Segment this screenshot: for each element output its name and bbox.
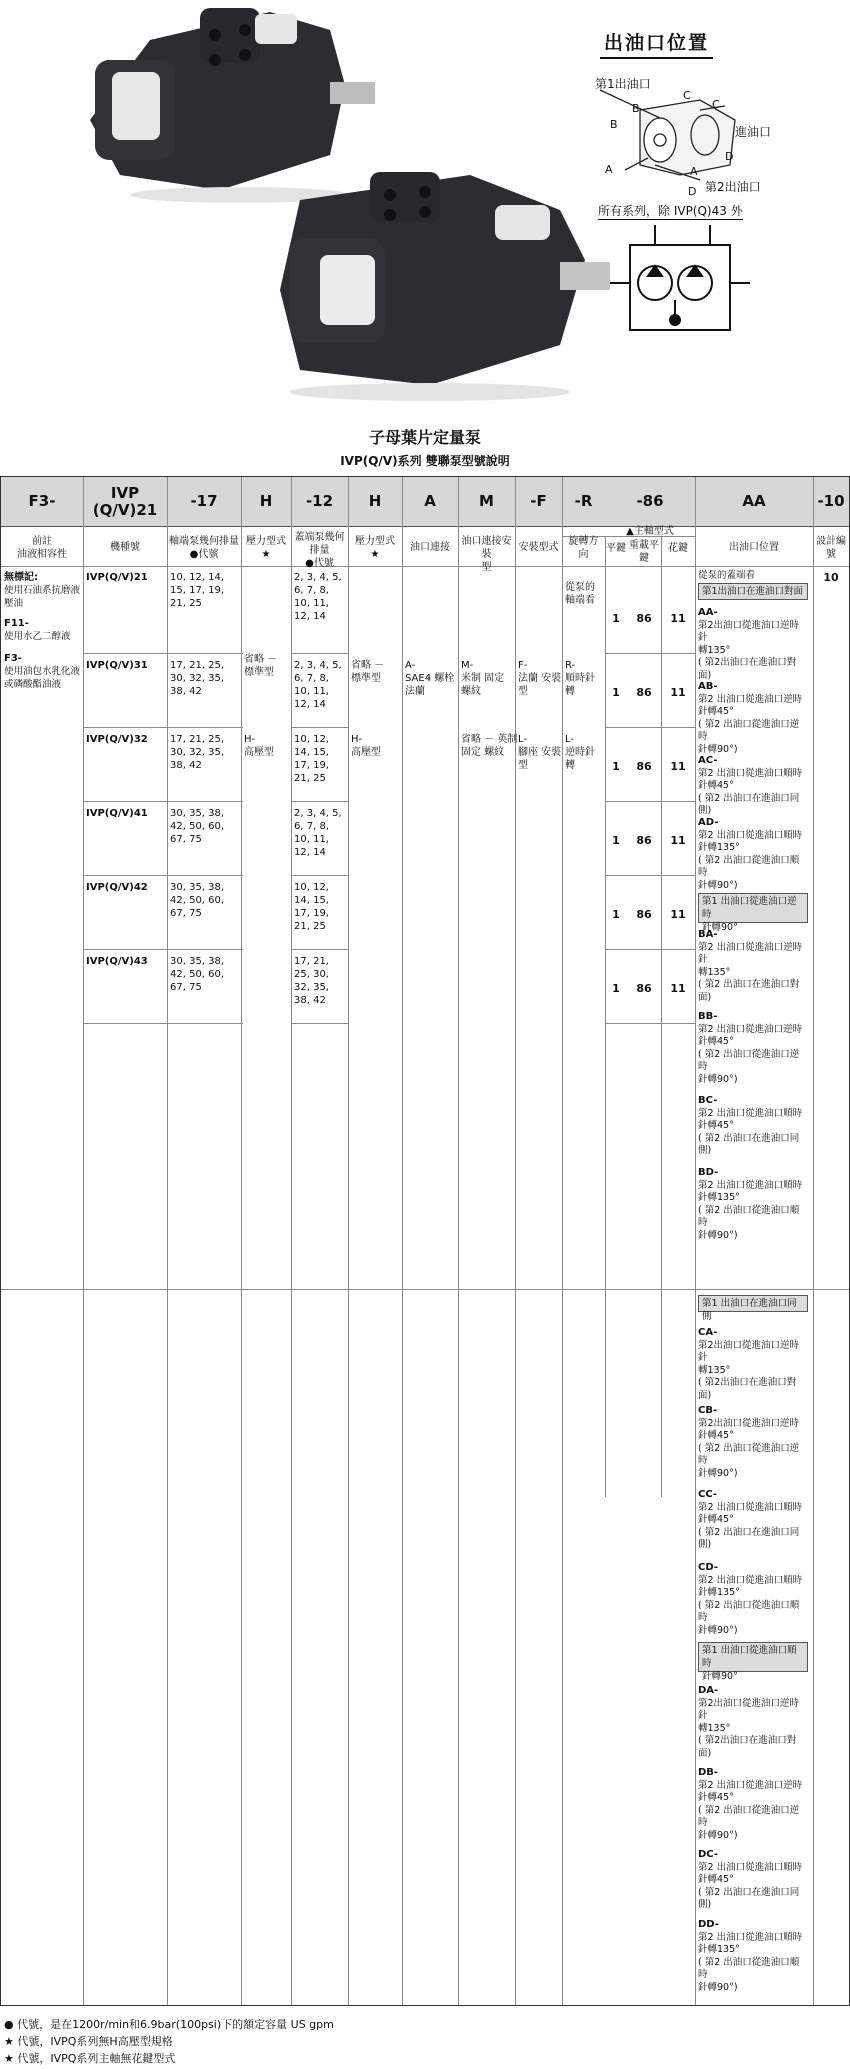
- outlet-desc: 第2出油口從進油口逆時 針轉45° ( 第2 出油口從進油口逆時 針轉90°): [698, 1417, 800, 1479]
- code-pressure2: H: [368, 492, 382, 510]
- footnote-2: ★ 代號，IVPQ系列無H高壓型規格: [4, 2035, 173, 2048]
- outlet-desc: 第2 出油口從進油口逆時 針轉45° ( 第2 出油口從進油口逆時 針轉90°): [698, 693, 803, 755]
- outlet-code: CD-: [698, 1562, 718, 1573]
- inlet-label: 進油口: [735, 125, 772, 139]
- rotation-r: R- 順時針 轉: [565, 660, 595, 697]
- column-divider: [515, 477, 516, 2005]
- hydraulic-symbol: [610, 225, 750, 330]
- outlet-code: AC-: [698, 755, 718, 766]
- row-divider: [291, 875, 349, 876]
- code-shaft-disp: -17: [190, 492, 218, 510]
- outlet-code: BC-: [698, 1095, 718, 1106]
- outlet-conn-m: M- 米制 固定 螺紋: [461, 660, 505, 697]
- shaft-flat-cell: 1: [612, 834, 620, 847]
- page-subtitle: IVP(Q/V)系列 雙聯泵型號說明: [340, 454, 510, 468]
- row-divider: [83, 801, 243, 802]
- code-inlet-conn: A: [424, 492, 436, 510]
- code-outlet-position: AA: [742, 492, 766, 510]
- model-cell: IVP(Q/V)32: [86, 734, 148, 745]
- shaft-heavy-cell: 86: [636, 686, 652, 699]
- outlet-code: BD-: [698, 1167, 719, 1178]
- row-divider: [291, 801, 349, 802]
- outlet-desc: 第2出油口從進油口逆時針 轉135° ( 第2出油口在進油口對面): [698, 1697, 800, 1759]
- footnote-1: ● 代號，是在1200r/min和6.9bar(100psi)下的額定容量 US gpm: [4, 2018, 334, 2031]
- outlet-item-db: [698, 1767, 806, 1842]
- column-divider: [241, 477, 242, 2005]
- shaft-flat-cell: 1: [612, 908, 620, 921]
- shaft-disp-cell: 10, 12, 14, 15, 17, 19, 21, 25: [170, 572, 225, 609]
- shaft-spline-cell: 11: [670, 760, 686, 773]
- shaft-heavy-cell: 86: [636, 760, 652, 773]
- code-cover-disp: -12: [305, 492, 334, 510]
- cover-disp-cell: 2, 3, 4, 5, 6, 7, 8, 10, 11, 12, 14: [294, 660, 342, 710]
- column-divider: [695, 477, 696, 2005]
- model-cell: IVP(Q/V)31: [86, 660, 148, 671]
- header-shaft-spline: 花鍵: [668, 543, 688, 554]
- outlet-item-cc: [698, 1489, 806, 1552]
- column-divider: [458, 477, 459, 2005]
- header-prefix: 前註 油液相容性: [17, 536, 67, 560]
- header-outlet-conn: 油口連接安裝 型: [461, 536, 512, 573]
- rotation-note: 從泵的 軸端看: [565, 582, 595, 606]
- shaft-spline-cell: 11: [670, 612, 686, 625]
- shaft-heavy-cell: 86: [636, 612, 652, 625]
- outlet-desc: 第2 出油口從進油口順時 針轉135° ( 第2 出油口從進油口順時 針轉90°): [698, 1574, 803, 1636]
- column-divider: [605, 536, 606, 1497]
- outlet-code: DA-: [698, 1685, 719, 1696]
- cover-disp-cell: 17, 21, 25, 30, 32, 35, 38, 42: [294, 956, 329, 1006]
- outlet-code: AD-: [698, 817, 719, 828]
- shaft-flat-cell: 1: [612, 686, 620, 699]
- column-divider: [402, 477, 403, 2005]
- letter-c-right: C: [712, 98, 720, 111]
- row-divider: [83, 875, 243, 876]
- outlet-desc: 第2 出油口從進油口逆時 針轉45° ( 第2 出油口從進油口逆時 針轉90°): [698, 1779, 803, 1841]
- page-title: 子母葉片定量泵: [368, 428, 481, 447]
- shaft-heavy-cell: 86: [636, 982, 652, 995]
- cover-disp-cell: 2, 3, 4, 5, 6, 7, 8, 10, 11, 12, 14: [294, 572, 342, 622]
- row-divider: [605, 801, 695, 802]
- outlet-desc: 第2 出油口從進油口逆時 針轉45° ( 第2 出油口從進油口逆時 針轉90°): [698, 1023, 803, 1085]
- column-divider: [813, 477, 814, 2005]
- header-design: 設計編 號: [816, 536, 846, 560]
- outlet-code: DC-: [698, 1849, 719, 1860]
- shaft-disp-cell: 17, 21, 25, 30, 32, 35, 38, 42: [170, 660, 225, 697]
- outlet-item-da: [698, 1685, 806, 1760]
- prefix-none-desc: 使用石油系抗磨液 壓油: [4, 585, 81, 609]
- outlet-group-d: 第1 出油口從進油口順時 針轉90°: [698, 1642, 808, 1672]
- header-model: 機種號: [110, 542, 140, 553]
- pressure2-std: 省略 － 標準型: [351, 660, 385, 684]
- column-divider: [348, 477, 349, 2005]
- shaft-spline-cell: 11: [670, 686, 686, 699]
- row-divider: [605, 949, 695, 950]
- model-cell: IVP(Q/V)43: [86, 956, 148, 967]
- outlet-item-ab: [698, 681, 806, 756]
- outlet-item-bd: [698, 1167, 806, 1242]
- row-divider: [1, 566, 849, 567]
- row-divider: [291, 653, 349, 654]
- cover-disp-cell: 10, 12, 14, 15, 17, 19, 21, 25: [294, 882, 329, 932]
- prefix-f11-label: F11-: [4, 618, 29, 629]
- code-shaft-type: -86: [636, 492, 664, 510]
- letter-b-left: B: [610, 118, 618, 131]
- letter-a-bottom: A: [690, 165, 698, 178]
- header-shaft-type: ▲主軸型式: [626, 526, 674, 537]
- outlet-code: BB-: [698, 1011, 718, 1022]
- shaft-flat-cell: 1: [612, 612, 620, 625]
- outlet-group-c: 第1 出油口在進油口同側: [698, 1295, 808, 1312]
- outlet-code: AA-: [698, 607, 718, 618]
- outlet-code: BA-: [698, 929, 718, 940]
- outlet-intro: 從泵的蓋端看: [698, 570, 756, 581]
- inlet-conn-cell: A- SAE4 螺栓 法蘭: [405, 660, 455, 697]
- outlet-position-title: 出油口位置: [600, 28, 713, 59]
- pump-image-front: [280, 172, 610, 401]
- header-pressure2: 壓力型式 ★: [355, 536, 395, 560]
- row-divider: [605, 727, 695, 728]
- outlet-item-cb: [698, 1405, 806, 1480]
- column-divider: [167, 477, 168, 2005]
- code-prefix: F3-: [28, 492, 56, 510]
- shaft-spline-cell: 11: [670, 908, 686, 921]
- outlet-desc: 第2出油口從進油口逆時針 轉135° ( 第2出油口在進油口對面): [698, 619, 800, 681]
- header-shaft-heavy: 重載平 鍵: [629, 540, 659, 564]
- outlet-desc: 第2 出油口從進油口順時 針轉45° ( 第2 出油口在進油口同側): [698, 1861, 803, 1910]
- header-shaft-flat: 平鍵: [606, 543, 626, 554]
- row-divider: [605, 1023, 695, 1024]
- column-divider: [661, 536, 662, 1497]
- outlet-desc: 第2 出油口從進油口順時 針轉45° ( 第2 出油口在進油口同側): [698, 767, 803, 816]
- prefix-f11-desc: 使用水乙二醇液: [4, 631, 71, 642]
- outlet2-label: 第2出油口: [705, 180, 761, 194]
- code-pressure1: H: [259, 492, 273, 510]
- prefix-f3-desc: 使用油包水乳化液 或磷酸酯油液: [4, 666, 81, 690]
- section-divider: [1, 1289, 849, 1290]
- prefix-none-label: 無標記:: [4, 572, 38, 583]
- outlet-code: AB-: [698, 681, 718, 692]
- outlet-code: DB-: [698, 1767, 719, 1778]
- outlet-code: CC-: [698, 1489, 718, 1500]
- outlet-code: DD-: [698, 1919, 719, 1930]
- letter-c-top: C: [683, 89, 691, 102]
- outlet-desc: 第2 出油口從進油口逆時針 轉135° ( 第2 出油口在進油口對面): [698, 941, 803, 1003]
- column-divider: [562, 477, 563, 2005]
- outlet-code: CA-: [698, 1327, 718, 1338]
- cover-disp-cell: 2, 3, 4, 5, 6, 7, 8, 10, 11, 12, 14: [294, 808, 342, 858]
- code-outlet-conn: M: [479, 492, 494, 510]
- shaft-heavy-cell: 86: [636, 834, 652, 847]
- outlet-group-a: 第1出油口在進油口對面: [698, 583, 808, 600]
- shaft-flat-cell: 1: [612, 760, 620, 773]
- series-note: 所有系列，除 IVP(Q)43 外: [598, 204, 743, 218]
- column-divider: [291, 477, 292, 2005]
- outlet-item-cd: [698, 1562, 806, 1637]
- design-cell: 10: [823, 571, 839, 584]
- pressure1-omit: 省略 － 標準型: [244, 654, 278, 678]
- shaft-heavy-cell: 86: [636, 908, 652, 921]
- outlet-desc: 第2 出油口從進油口順時 針轉135° ( 第2 出油口從進油口順時 針轉90°): [698, 1931, 803, 1993]
- prefix-f3-label: F3-: [4, 653, 22, 664]
- row-divider: [83, 949, 243, 950]
- shaft-disp-cell: 30, 35, 38, 42, 50, 60, 67, 75: [170, 882, 225, 919]
- model-cell: IVP(Q/V)21: [86, 572, 148, 583]
- shaft-spline-cell: 11: [670, 834, 686, 847]
- header-mounting: 安裝型式: [518, 542, 559, 553]
- shaft-disp-cell: 30, 35, 38, 42, 50, 60, 67, 75: [170, 808, 225, 845]
- outlet-desc: 第2 出油口從進油口順時 針轉135° ( 第2 出油口從進油口順時 針轉90°): [698, 1179, 803, 1241]
- header-pressure1: 壓力型式 ★: [246, 536, 286, 560]
- outlet-item-ba: [698, 929, 806, 1004]
- header-shaft-disp: 軸端泵幾何排量 ●代號: [169, 536, 239, 560]
- model-code-table: [0, 476, 850, 2006]
- shaft-disp-cell: 17, 21, 25, 30, 32, 35, 38, 42: [170, 734, 225, 771]
- header-cover-disp: 蓋端泵幾何 排量 ●代號: [294, 532, 345, 569]
- row-divider: [83, 1023, 243, 1024]
- cover-disp-cell: 10, 12, 14, 15, 17, 19, 21, 25: [294, 734, 329, 784]
- hero-section: [0, 0, 850, 415]
- model-cell: IVP(Q/V)42: [86, 882, 148, 893]
- row-divider: [83, 727, 243, 728]
- row-divider: [83, 653, 243, 654]
- code-design: -10: [817, 492, 845, 510]
- mounting-f: F- 法蘭 安裝 型: [518, 660, 562, 697]
- row-divider: [605, 875, 695, 876]
- shaft-disp-cell: 30, 35, 38, 42, 50, 60, 67, 75: [170, 956, 225, 993]
- footnote-3: ★ 代號，IVPQ系列主軸無花鍵型式: [4, 2052, 176, 2065]
- outlet-group-b: 第1 出油口從進油口逆時 針轉90°: [698, 893, 808, 923]
- pump-image-back: [90, 8, 375, 203]
- outlet-desc: 第2 出油口從進油口順時 針轉45° ( 第2 出油口在進油口同側): [698, 1501, 803, 1550]
- row-divider: [291, 949, 349, 950]
- header-inlet-conn: 油口連接: [410, 542, 450, 553]
- header-rotation: 旋轉方 向: [568, 536, 599, 560]
- rotation-l: L- 逆時針 轉: [565, 734, 595, 771]
- outlet-item-bb: [698, 1011, 806, 1086]
- outlet-code: CB-: [698, 1405, 718, 1416]
- outlet-item-aa: [698, 607, 806, 682]
- letter-a-left: A: [605, 163, 613, 176]
- row-divider: [291, 1023, 349, 1024]
- row-divider: [291, 727, 349, 728]
- row-divider: [605, 653, 695, 654]
- outlet-item-dd: [698, 1919, 806, 1994]
- shaft-flat-cell: 1: [612, 982, 620, 995]
- letter-d-right: D: [725, 150, 734, 163]
- outlet-item-ad: [698, 817, 806, 892]
- outlet-item-ca: [698, 1327, 806, 1402]
- shaft-spline-cell: 11: [670, 982, 686, 995]
- letter-b-top: B: [632, 102, 640, 115]
- outlet-desc: 第2 出油口從進油口順時 針轉45° ( 第2 出油口在進油口同側): [698, 1107, 803, 1156]
- letter-d-bottom: D: [688, 185, 697, 198]
- outlet-item-ac: [698, 755, 806, 818]
- code-model: IVP (Q/V)21: [92, 483, 158, 519]
- outlet1-label: 第1出油口: [595, 77, 651, 91]
- column-divider: [83, 477, 84, 2005]
- outlet-desc: 第2 出油口從進油口順時 針轉135° ( 第2 出油口從進油口順時 針轉90°): [698, 829, 803, 891]
- outlet-item-dc: [698, 1849, 806, 1912]
- outlet-desc: 第2出油口從進油口逆時針 轉135° ( 第2出油口在進油口對面): [698, 1339, 800, 1401]
- outlet-conn-omit: 省略 － 英制 固定 螺紋: [461, 734, 518, 758]
- pressure2-high: H- 高壓型: [351, 734, 381, 758]
- model-cell: IVP(Q/V)41: [86, 808, 148, 819]
- code-mounting: -F: [530, 492, 547, 510]
- pressure1-high: H- 高壓型: [244, 734, 274, 758]
- mounting-l: L- 腳座 安裝 型: [518, 734, 562, 771]
- header-outlet-position: 出油口位置: [729, 542, 779, 553]
- code-rotation: -R: [574, 492, 593, 510]
- outlet-item-bc: [698, 1095, 806, 1158]
